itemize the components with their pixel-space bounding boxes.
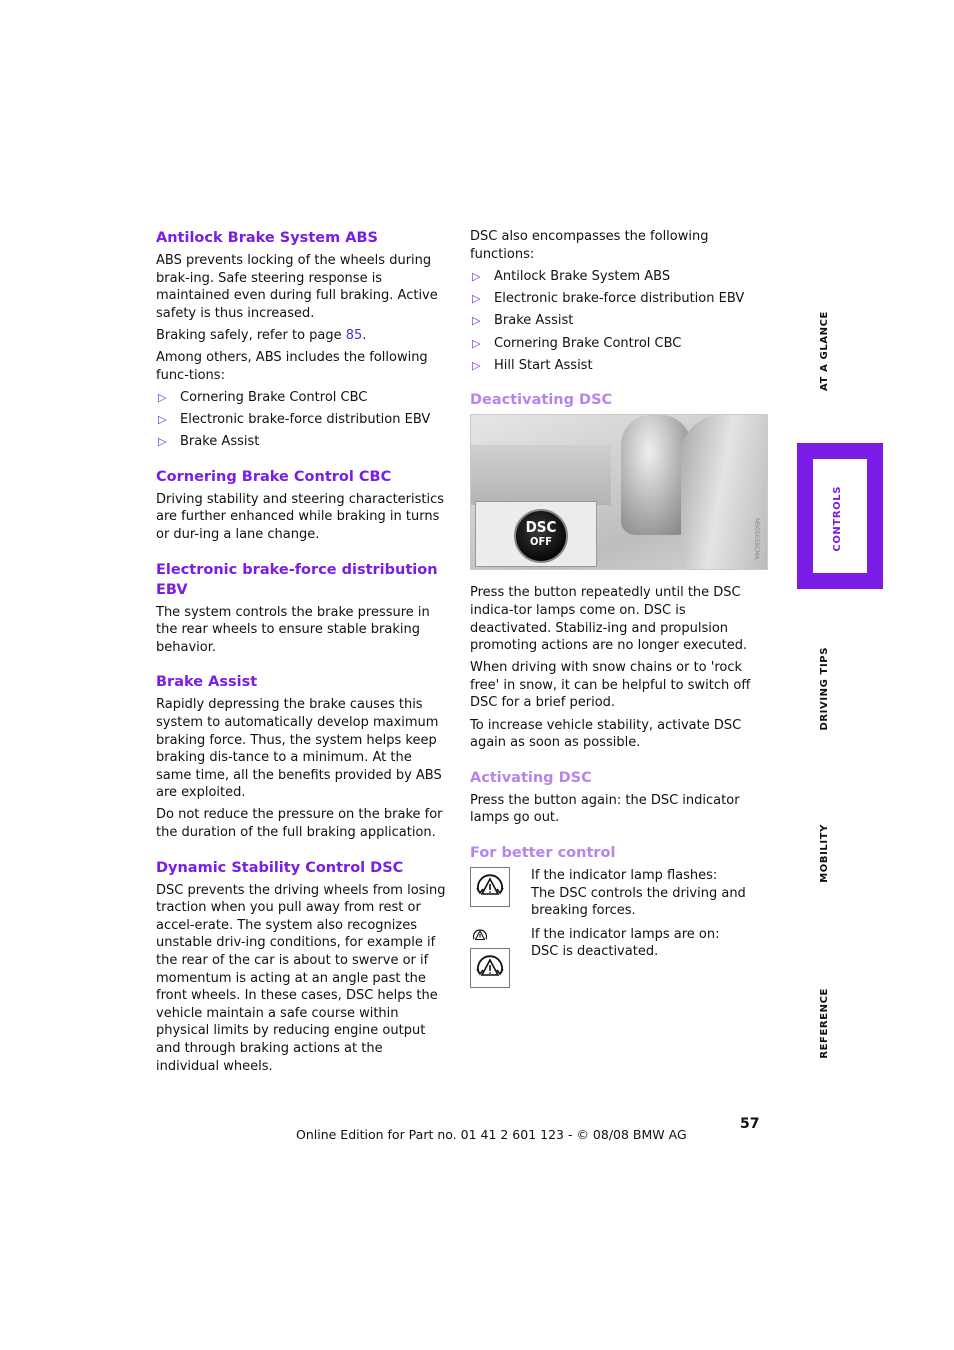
- triangle-right-icon: ▷: [158, 435, 167, 449]
- list-item: [156, 411, 448, 429]
- dsc-function-list: [470, 268, 766, 375]
- brake-assist-paragraph-2: Do not reduce the pressure on the brake for the duration of the full braking application.: [156, 807, 443, 841]
- abs-ref-text: Braking safely, refer to page: [156, 327, 346, 343]
- center-console: [471, 445, 611, 505]
- list-item-label: Hill Start Assist: [494, 357, 593, 373]
- triangle-right-icon: ▷: [472, 269, 481, 283]
- dsc-off-button: [514, 509, 568, 563]
- section-cbc: [156, 467, 448, 544]
- list-item: [470, 335, 766, 353]
- indicator-row-on: [470, 926, 766, 988]
- sidebar-item-reference[interactable]: REFERENCE: [819, 988, 830, 1059]
- section-abs: [156, 228, 448, 451]
- list-item-label: Antilock Brake System ABS: [494, 268, 671, 284]
- deactivating-paragraph-1: Press the button repeatedly until the DSC indica-tor lamps come on. DSC is deactivated. Stabiliz-ing and propulsion promoting actions are no longer executed.: [470, 585, 748, 654]
- right-column: [470, 228, 766, 1004]
- heading-brake-assist: Brake Assist: [156, 674, 258, 691]
- dsc-button-sublabel: OFF: [530, 535, 552, 549]
- section-deactivating-dsc: [470, 390, 766, 751]
- dsc-warning-icon: [470, 926, 490, 946]
- list-item: [156, 389, 448, 407]
- page-link-85[interactable]: 85: [345, 327, 363, 343]
- heading-deactivating-dsc: Deactivating DSC: [470, 392, 613, 409]
- list-item-label: Electronic brake-force distribution EBV: [494, 290, 745, 306]
- list-item-label: Brake Assist: [180, 434, 260, 450]
- activating-paragraph: Press the button again: the DSC indicator lamps go out.: [470, 792, 740, 826]
- section-dsc: [156, 858, 448, 1076]
- list-item: [470, 268, 766, 286]
- dsc-button-label: DSC: [525, 518, 557, 537]
- deactivating-paragraph-3: To increase vehicle stability, activate DSC again as soon as possible.: [470, 717, 742, 751]
- sidebar-item-mobility[interactable]: MOBILITY: [819, 824, 830, 883]
- indicator-flashing-line2: The DSC controls the driving and breaking forces.: [531, 885, 746, 919]
- heading-dsc: Dynamic Stability Control DSC: [156, 859, 404, 876]
- triangle-right-icon: ▷: [472, 291, 481, 305]
- indicator-icons: [470, 867, 514, 909]
- dsc-functions-intro: DSC also encompasses the following functions:: [470, 229, 709, 262]
- list-item: [470, 357, 766, 375]
- indicator-text-on: [531, 926, 766, 961]
- heading-activating-dsc: Activating DSC: [470, 769, 592, 786]
- indicator-on-line1: If the indicator lamps are on:: [531, 926, 720, 942]
- photo-code: MS05059CMA: [753, 517, 760, 560]
- dsc-warning-icon: [470, 867, 510, 907]
- abs-paragraph-1: ABS prevents locking of the wheels during brak-ing. Safe steering response is maintained even during full braking. Active safety is thus increased.: [156, 253, 438, 321]
- sidebar-item-controls-tab[interactable]: [797, 443, 883, 589]
- page-number: 57: [740, 1116, 760, 1132]
- indicator-text-flashing: [531, 867, 766, 920]
- sidebar-item-driving-tips[interactable]: DRIVING TIPS: [819, 647, 830, 731]
- deactivating-paragraph-2: When driving with snow chains or to 'rock free' in snow, it can be helpful to switch off DSC for a brief period.: [470, 660, 751, 711]
- dsc-console-photo: [470, 414, 768, 570]
- section-brake-assist: [156, 672, 448, 841]
- section-activating-dsc: [470, 768, 766, 827]
- triangle-right-icon: ▷: [472, 358, 481, 372]
- cbc-paragraph: Driving stability and steering characteristics are further enhanced while braking in turns or dur-ing a lane change.: [156, 491, 445, 542]
- list-item-label: Electronic brake-force distribution EBV: [180, 411, 431, 427]
- indicator-row-flashing: [470, 867, 766, 920]
- list-item: [470, 312, 766, 330]
- dsc-paragraph: DSC prevents the driving wheels from losing traction when you pull away from rest or accel-erate. The system also recognizes unstable driv-ing conditions, for example if the rear of the car is about to swerve or if momentum is acting at an angle past the front wheels. In these cases, DSC helps the vehicle maintain a safe course within physical limits by reducing engine output and through braking actions at the individual wheels.: [156, 882, 446, 1074]
- heading-cbc: Cornering Brake Control CBC: [156, 468, 392, 485]
- abs-ref-suffix: .: [362, 327, 367, 343]
- list-item-label: Cornering Brake Control CBC: [494, 335, 682, 351]
- button-inset: [475, 501, 597, 567]
- indicator-flashing-line1: If the indicator lamp flashes:: [531, 867, 718, 883]
- section-better-control: [470, 843, 766, 988]
- left-column: [156, 228, 448, 1091]
- ebv-paragraph: The system controls the brake pressure in the rear wheels to ensure stable braking behavior.: [156, 604, 430, 655]
- section-ebv: [156, 560, 448, 657]
- abs-paragraph-2: [156, 327, 448, 345]
- dsc-warning-icon: [470, 948, 510, 988]
- sidebar-item-controls[interactable]: CONTROLS: [832, 486, 843, 552]
- tab-inner: [813, 459, 867, 573]
- triangle-right-icon: ▷: [158, 412, 167, 426]
- indicator-on-line2: DSC is deactivated.: [531, 944, 659, 960]
- abs-paragraph-3: Among others, ABS includes the following func-tions:: [156, 349, 428, 383]
- triangle-right-icon: ▷: [158, 390, 167, 404]
- heading-ebv: Electronic brake-force distribution EBV: [156, 561, 438, 598]
- sidebar-item-at-a-glance[interactable]: AT A GLANCE: [819, 311, 830, 391]
- triangle-right-icon: ▷: [472, 336, 481, 350]
- list-item: [156, 433, 448, 451]
- list-item-label: Brake Assist: [494, 313, 574, 329]
- list-item-label: Cornering Brake Control CBC: [180, 389, 368, 405]
- footer-text: Online Edition for Part no. 01 41 2 601 123 - © 08/08 BMW AG: [296, 1127, 687, 1142]
- heading-better-control: For better control: [470, 844, 616, 861]
- brake-assist-paragraph-1: Rapidly depressing the brake causes this system to automatically develop maximum braking force. Thus, the system helps keep braking dis-tance to a minimum. At the same time, all the benefits provided by ABS are exploited.: [156, 697, 442, 801]
- indicator-icons: [470, 926, 514, 990]
- abs-function-list: [156, 389, 448, 451]
- heading-abs: Antilock Brake System ABS: [156, 230, 378, 246]
- triangle-right-icon: ▷: [472, 314, 481, 328]
- list-item: [470, 290, 766, 308]
